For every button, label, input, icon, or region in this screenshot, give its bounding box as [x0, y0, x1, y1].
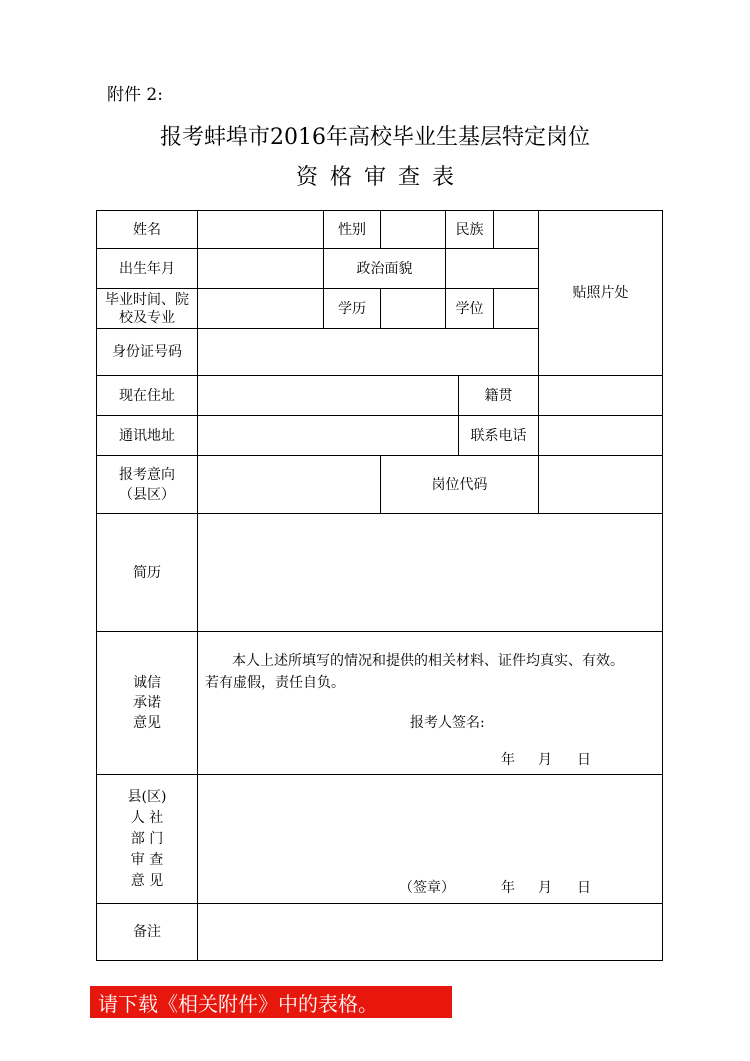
- post-code-label: 岗位代码: [431, 476, 488, 493]
- graduation-field[interactable]: [198, 289, 323, 328]
- name-label: 姓名: [133, 221, 161, 238]
- pledge-label-line3: 意见: [133, 715, 161, 731]
- intent-label-line2: （县区）: [119, 486, 175, 503]
- political-label: 政治面貌: [356, 260, 413, 277]
- pledge-label: [97, 632, 197, 774]
- intent-label: [97, 456, 197, 513]
- graduation-label-line2: 校及专业: [119, 309, 175, 326]
- education-label: 学历: [338, 300, 366, 317]
- native-place-label: 籍贯: [484, 387, 513, 404]
- signature-label: 报考人签名:: [410, 715, 485, 731]
- graduation-label: [97, 289, 197, 328]
- photo-placeholder: 贴照片处: [572, 285, 629, 301]
- remarks-field[interactable]: [198, 904, 662, 960]
- ethnicity-label: 民族: [455, 221, 484, 238]
- review-date-day: 日: [577, 880, 591, 896]
- ethnicity-field[interactable]: [494, 211, 538, 248]
- pledge-date-year: 年: [501, 752, 515, 768]
- name-field[interactable]: [198, 211, 323, 248]
- review-label-line4: 审 查: [130, 851, 164, 868]
- address-label: 现在住址: [119, 387, 175, 404]
- id-number-field[interactable]: [198, 329, 538, 375]
- pledge-date-day: 日: [577, 752, 591, 768]
- id-number-label: 身份证号码: [112, 344, 182, 360]
- pledge-label-line2: 承诺: [133, 695, 161, 711]
- pledge-text-line1: 本人上述所填写的情况和提供的相关材料、证件均真实、有效。: [232, 653, 624, 669]
- review-label: [97, 775, 197, 903]
- graduation-label-line1: 毕业时间、院: [105, 291, 189, 308]
- phone-field[interactable]: [539, 416, 662, 455]
- intent-label-line1: 报考意向: [119, 466, 175, 483]
- birth-field[interactable]: [198, 249, 323, 288]
- attachment-label: 附件 2:: [107, 85, 163, 105]
- education-field[interactable]: [381, 289, 445, 328]
- address-field[interactable]: [198, 376, 458, 415]
- download-notice-banner: 请下载《相关附件》中的表格。: [90, 986, 452, 1018]
- review-date-year: 年: [501, 880, 515, 896]
- post-code-field[interactable]: [539, 456, 662, 513]
- pledge-date-month: 月: [538, 752, 552, 768]
- review-date-month: 月: [538, 880, 552, 896]
- seal-label: （签章）: [399, 880, 455, 896]
- mail-address-label: 通讯地址: [119, 427, 175, 444]
- intent-field[interactable]: [198, 456, 380, 513]
- pledge-text-line2: 若有虚假，责任自负。: [205, 675, 345, 691]
- review-label-line1: 县(区): [127, 788, 167, 805]
- degree-field[interactable]: [494, 289, 538, 328]
- native-place-field[interactable]: [539, 376, 662, 415]
- political-field[interactable]: [446, 249, 538, 288]
- gender-field[interactable]: [381, 211, 445, 248]
- phone-label: 联系电话: [470, 427, 527, 444]
- review-label-line3: 部 门: [130, 830, 164, 847]
- form-title: 报考蚌埠市2016年高校毕业生基层特定岗位: [160, 125, 590, 150]
- degree-label: 学位: [455, 300, 484, 317]
- pledge-label-line1: 诚信: [133, 675, 161, 691]
- form-subtitle: 资格审查表: [295, 165, 466, 190]
- resume-field[interactable]: [198, 514, 662, 631]
- resume-label: 简历: [133, 564, 161, 581]
- review-label-line5: 意 见: [130, 872, 164, 889]
- review-label-line2: 人 社: [130, 809, 164, 826]
- mail-address-field[interactable]: [198, 416, 458, 455]
- remarks-label: 备注: [133, 924, 161, 940]
- birth-label: 出生年月: [119, 260, 175, 277]
- gender-label: 性别: [338, 221, 366, 238]
